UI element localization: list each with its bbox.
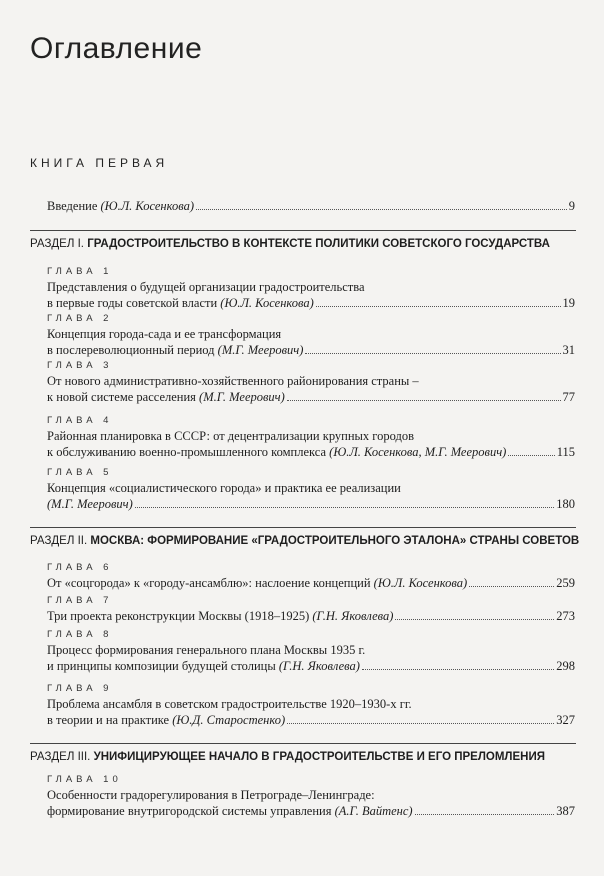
leader-dots xyxy=(362,669,554,670)
section-number: РАЗДЕЛ III. xyxy=(30,751,91,763)
section-title-2 xyxy=(30,535,580,547)
toc-entry-chapter-9[interactable] xyxy=(47,682,575,728)
page-number: 115 xyxy=(556,445,575,459)
section-divider xyxy=(30,527,576,528)
entry-title: От «соцгорода» к «городу-ансамблю»: наслоение концепций xyxy=(47,576,371,590)
toc-entry-chapter-5[interactable] xyxy=(47,466,575,512)
entry-author: (М.Г. Меерович) xyxy=(47,497,133,511)
page-number: 31 xyxy=(562,343,575,357)
section-name: УНИФИЦИРУЮЩЕЕ НАЧАЛО В ГРАДОСТРОИТЕЛЬСТВЕ И ЕГО ПРЕЛОМЛЕНИЯ xyxy=(93,751,545,763)
leader-dots xyxy=(287,400,561,401)
entry-author: (М.Г. Меерович) xyxy=(217,343,304,357)
leader-dots xyxy=(469,586,554,587)
toc-entry-chapter-10[interactable] xyxy=(47,773,575,819)
entry-author: (Ю.Л. Косенкова) xyxy=(220,296,314,310)
leader-dots xyxy=(316,306,561,307)
entry-title-line1: Процесс формирования генерального плана Москвы 1935 г. xyxy=(47,643,366,657)
leader-dots xyxy=(508,455,554,456)
entry-title-line2: к новой системе расселения xyxy=(47,390,196,404)
chapter-label: ГЛАВА 4 xyxy=(47,415,113,426)
section-name: ГРАДОСТРОИТЕЛЬСТВО В КОНТЕКСТЕ ПОЛИТИКИ СОВЕТСКОГО ГОСУДАРСТВА xyxy=(87,238,550,250)
leader-dots xyxy=(415,814,555,815)
page-number: 77 xyxy=(562,390,575,404)
section-title-3 xyxy=(30,751,576,763)
entry-title-line2: и принципы композиции будущей столицы xyxy=(47,659,276,673)
entry-title: Введение xyxy=(47,199,98,213)
toc-entry-chapter-7[interactable] xyxy=(47,594,575,624)
entry-author: (А.Г. Вайтенс) xyxy=(334,804,413,818)
page-number: 259 xyxy=(556,576,575,590)
entry-title-line2: формирование внутригородской системы управления xyxy=(47,804,332,818)
page-number: 19 xyxy=(562,296,575,310)
page-number: 327 xyxy=(556,713,575,727)
entry-author: (М.Г. Меерович) xyxy=(199,390,285,404)
entry-title-line1: Особенности градорегулирования в Петрограде–Ленинграде: xyxy=(47,788,375,802)
page-number: 9 xyxy=(568,199,575,213)
leader-dots xyxy=(135,507,554,508)
section-name: МОСКВА: ФОРМИРОВАНИЕ «ГРАДОСТРОИТЕЛЬНОГО ЭТАЛОНА» СТРАНЫ СОВЕТОВ xyxy=(90,535,580,547)
entry-author: (Ю.Л. Косенкова, М.Г. Меерович) xyxy=(329,445,507,459)
entry-title-line1: Концепция «социалистического города» и практика ее реализации xyxy=(47,481,401,495)
book-heading: КНИГА ПЕРВАЯ xyxy=(30,156,169,170)
page-number: 273 xyxy=(556,609,575,623)
entry-author: (Ю.Л. Косенкова) xyxy=(373,576,468,590)
toc-entry-chapter-2[interactable] xyxy=(47,312,575,358)
section-divider xyxy=(30,743,576,744)
section-number: РАЗДЕЛ I. xyxy=(30,238,84,250)
chapter-label: ГЛАВА 3 xyxy=(47,360,113,371)
entry-title-line2: в первые годы советской власти xyxy=(47,296,218,310)
entry-author: (Ю.Д. Старостенко) xyxy=(172,713,286,727)
toc-entry-intro[interactable] xyxy=(47,198,575,214)
chapter-label: ГЛАВА 6 xyxy=(47,562,113,573)
chapter-label: ГЛАВА 1 xyxy=(47,266,113,277)
section-divider xyxy=(30,230,576,231)
entry-title-line1: Проблема ансамбля в советском градостроительстве 1920–1930-х гг. xyxy=(47,697,412,711)
chapter-label: ГЛАВА 7 xyxy=(47,595,113,606)
toc-entry-chapter-6[interactable] xyxy=(47,561,575,591)
entry-author: (Г.Н. Яковлева) xyxy=(278,659,360,673)
entry-title-line2: в теории и на практике xyxy=(47,713,170,727)
leader-dots xyxy=(196,209,567,210)
entry-title-line1: От нового административно-хозяйственного районирования страны – xyxy=(47,374,419,388)
chapter-label: ГЛАВА 5 xyxy=(47,467,113,478)
page-number: 180 xyxy=(556,497,575,511)
entry-author: (Ю.Л. Косенкова) xyxy=(100,199,195,213)
toc-entry-chapter-3[interactable] xyxy=(47,359,575,405)
entry-title-line2: в послереволюционный период xyxy=(47,343,215,357)
toc-entry-chapter-1[interactable] xyxy=(47,265,575,311)
section-number: РАЗДЕЛ II. xyxy=(30,535,88,547)
chapter-label: ГЛАВА 2 xyxy=(47,313,113,324)
entry-title-line2: к обслуживанию военно-промышленного комплекса xyxy=(47,445,327,459)
page-number: 298 xyxy=(556,659,575,673)
page-title: Оглавление xyxy=(30,32,203,65)
chapter-label: ГЛАВА 9 xyxy=(47,683,113,694)
entry-title-line1: Районная планировка в СССР: от децентрализации крупных городов xyxy=(47,429,415,443)
chapter-label: ГЛАВА 8 xyxy=(47,629,113,640)
section-title-1 xyxy=(30,238,576,250)
entry-title-line1: Концепция города-сада и ее трансформация xyxy=(47,327,282,341)
leader-dots xyxy=(287,723,554,724)
entry-author: (Г.Н. Яковлева) xyxy=(312,609,394,623)
chapter-label: ГЛАВА 10 xyxy=(47,774,122,785)
toc-entry-chapter-8[interactable] xyxy=(47,628,575,674)
entry-title-line1: Представления о будущей организации градостроительства xyxy=(47,280,365,294)
page-number: 387 xyxy=(556,804,575,818)
entry-title: Три проекта реконструкции Москвы (1918–1925) xyxy=(47,609,310,623)
leader-dots xyxy=(395,619,554,620)
toc-entry-chapter-4[interactable] xyxy=(47,414,575,460)
leader-dots xyxy=(305,353,560,354)
